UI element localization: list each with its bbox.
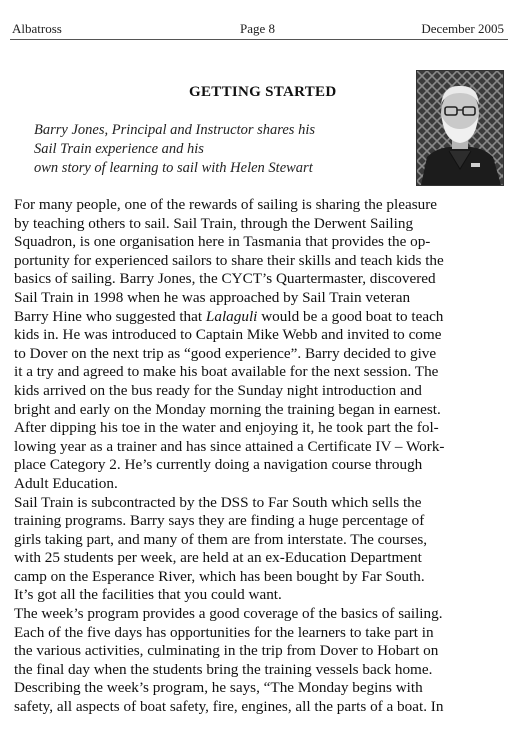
body-line: bright and early on the Monday morning the training began in earnest. bbox=[14, 400, 441, 418]
body-line: to Dover on the next trip as “good experience”. Barry decided to give bbox=[14, 344, 437, 362]
body-line: kids in. He was introduced to Captain Mike Webb and invited to come bbox=[14, 326, 442, 344]
body-line: Barry Hine who suggested that Lalaguli would be a good boat to teach bbox=[14, 307, 444, 325]
page-header bbox=[0, 0, 518, 40]
intro-line: Sail Train experience and his bbox=[34, 141, 204, 157]
body-line: Sail Train in 1998 when he was approached by Sail Train veteran bbox=[14, 288, 411, 306]
issue-date: December 2005 bbox=[421, 21, 504, 36]
body-line: It’s got all the facilities that you could want. bbox=[14, 586, 282, 604]
body-line: Adult Education. bbox=[14, 474, 118, 492]
body-line: Squadron, is one organisation here in Tasmania that provides the op- bbox=[14, 233, 431, 251]
page-number: Page 8 bbox=[240, 21, 276, 36]
body-line: it a try and agreed to make his boat available for the next session. The bbox=[14, 363, 439, 381]
body-line: Each of the five days has opportunities for the learners to take part in bbox=[14, 623, 434, 641]
author-photo bbox=[416, 70, 504, 186]
body-line: For many people, one of the rewards of sailing is sharing the pleasure bbox=[14, 196, 438, 213]
body-line: training programs. Barry says they are finding a huge percentage of bbox=[14, 512, 425, 530]
body-line: After dipping his toe in the water and enjoying it, he took part the fol- bbox=[14, 419, 439, 437]
boat-name: Lalaguli bbox=[205, 307, 258, 325]
body-line: by teaching others to sail. Sail Train, through the Derwent Sailing bbox=[14, 214, 414, 232]
body-line: Describing the week’s program, he says, “The Monday begins with bbox=[14, 679, 423, 697]
body-line: lowing year as a trainer and has since attained a Certificate IV – Work- bbox=[14, 437, 445, 455]
body-line: camp on the Esperance River, which has been bought by Far South. bbox=[14, 567, 425, 585]
header-rule bbox=[10, 39, 508, 40]
intro-line: own story of learning to sail with Helen Stewart bbox=[34, 160, 313, 176]
body-line: kids arrived on the bus ready for the Sunday night introduction and bbox=[14, 381, 422, 399]
body-line: safety, all aspects of boat safety, fire, engines, all the parts of a boat. In bbox=[14, 698, 444, 716]
body-line: place Category 2. He’s currently doing a navigation course through bbox=[14, 456, 423, 474]
publication-name: Albatross bbox=[12, 21, 62, 36]
article-title: GETTING STARTED bbox=[189, 84, 337, 100]
body-line: basics of sailing. Barry Jones, the CYCT’s Quartermaster, discovered bbox=[14, 270, 436, 288]
body-line: with 25 students per week, are held at an ex-Education Department bbox=[14, 549, 422, 567]
body-line: The week’s program provides a good coverage of the basics of sailing. bbox=[14, 605, 443, 623]
body-line: the various activities, culminating in the trip from Dover to Hobart on bbox=[14, 642, 439, 660]
article-intro bbox=[34, 121, 404, 178]
article-body bbox=[14, 196, 504, 717]
intro-line: Barry Jones, Principal and Instructor shares his bbox=[34, 122, 315, 138]
body-line: the final day when the students bring the training vessels back home. bbox=[14, 660, 433, 678]
body-line: girls taking part, and many of them are from interstate. The courses, bbox=[14, 530, 428, 548]
body-line: portunity for experienced sailors to share their skills and teach kids the bbox=[14, 251, 444, 269]
portrait-image bbox=[417, 71, 503, 185]
body-line: Sail Train is subcontracted by the DSS to Far South which sells the bbox=[14, 493, 422, 511]
